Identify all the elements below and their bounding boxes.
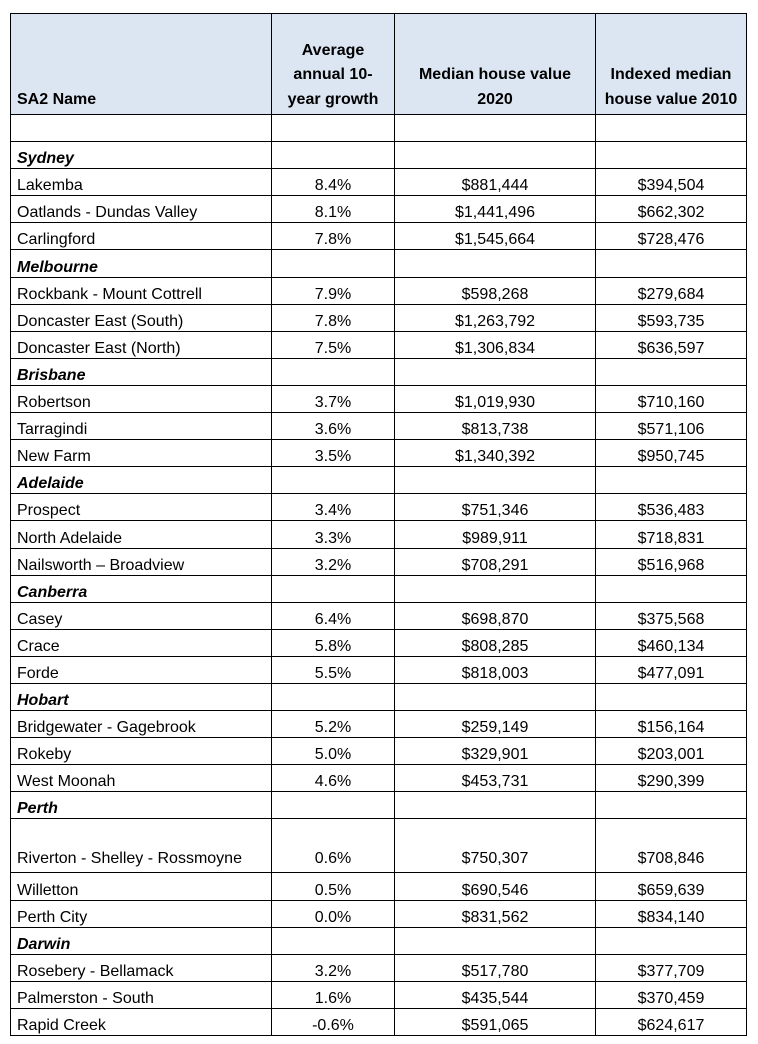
empty-cell	[395, 115, 596, 142]
indexed-2010-cell: $708,846	[596, 819, 747, 873]
growth-cell: 7.8%	[272, 223, 395, 250]
sa2-name-cell: Rapid Creek	[11, 1008, 272, 1035]
indexed-2010-cell: $370,459	[596, 981, 747, 1008]
group-row	[11, 792, 747, 819]
growth-cell: 8.4%	[272, 169, 395, 196]
empty-cell	[596, 115, 747, 142]
growth-cell: 5.5%	[272, 656, 395, 683]
group-name: Brisbane	[11, 358, 272, 385]
median-2020-cell: $751,346	[395, 494, 596, 521]
indexed-2010-cell: $728,476	[596, 223, 747, 250]
indexed-2010-cell: $950,745	[596, 440, 747, 467]
growth-cell: 3.4%	[272, 494, 395, 521]
sa2-name-cell: Carlingford	[11, 223, 272, 250]
sa2-name-cell: Tarragindi	[11, 413, 272, 440]
group-row	[11, 927, 747, 954]
median-2020-cell: $329,901	[395, 738, 596, 765]
indexed-2010-cell: $377,709	[596, 954, 747, 981]
sa2-name-cell: Rosebery - Bellamack	[11, 954, 272, 981]
sa2-name-cell: Lakemba	[11, 169, 272, 196]
table-row	[11, 494, 747, 521]
median-2020-cell: $598,268	[395, 277, 596, 304]
sa2-name-cell: Prospect	[11, 494, 272, 521]
indexed-2010-cell: $375,568	[596, 602, 747, 629]
indexed-2010-cell: $516,968	[596, 548, 747, 575]
sa2-name-cell: Casey	[11, 602, 272, 629]
median-2020-cell: $591,065	[395, 1008, 596, 1035]
group-name: Darwin	[11, 927, 272, 954]
median-2020-cell: $708,291	[395, 548, 596, 575]
growth-cell: -0.6%	[272, 1008, 395, 1035]
growth-cell: 6.4%	[272, 602, 395, 629]
header-row	[11, 14, 747, 115]
group-row	[11, 575, 747, 602]
indexed-2010-cell: $571,106	[596, 413, 747, 440]
table-row	[11, 981, 747, 1008]
group-name: Perth	[11, 792, 272, 819]
indexed-2010-cell: $718,831	[596, 521, 747, 548]
indexed-2010-cell: $477,091	[596, 656, 747, 683]
sa2-name-cell: Palmerston - South	[11, 981, 272, 1008]
empty-cell	[596, 142, 747, 169]
header-sa2-name: SA2 Name	[11, 14, 272, 115]
table-row	[11, 521, 747, 548]
empty-cell	[272, 467, 395, 494]
indexed-2010-cell: $394,504	[596, 169, 747, 196]
empty-cell	[395, 683, 596, 710]
median-2020-cell: $698,870	[395, 602, 596, 629]
table-row	[11, 819, 747, 873]
median-2020-cell: $1,306,834	[395, 331, 596, 358]
indexed-2010-cell: $203,001	[596, 738, 747, 765]
growth-cell: 3.2%	[272, 954, 395, 981]
median-2020-cell: $259,149	[395, 711, 596, 738]
table-row	[11, 656, 747, 683]
indexed-2010-cell: $156,164	[596, 711, 747, 738]
empty-cell	[395, 358, 596, 385]
median-2020-cell: $435,544	[395, 981, 596, 1008]
sa2-name-cell: Nailsworth – Broadview	[11, 548, 272, 575]
table-row	[11, 711, 747, 738]
sa2-name-cell: Robertson	[11, 385, 272, 412]
indexed-2010-cell: $662,302	[596, 196, 747, 223]
group-row	[11, 250, 747, 277]
sa2-name-cell: Perth City	[11, 900, 272, 927]
table-row	[11, 331, 747, 358]
growth-cell: 3.7%	[272, 385, 395, 412]
empty-cell	[272, 142, 395, 169]
empty-cell	[596, 467, 747, 494]
house-value-table	[10, 13, 747, 1036]
sa2-name-cell: Oatlands - Dundas Valley	[11, 196, 272, 223]
empty-cell	[272, 358, 395, 385]
sa2-name-cell: West Moonah	[11, 765, 272, 792]
table-row	[11, 954, 747, 981]
empty-cell	[272, 250, 395, 277]
indexed-2010-cell: $834,140	[596, 900, 747, 927]
growth-cell: 0.0%	[272, 900, 395, 927]
header-indexed-2010: Indexed median house value 2010	[596, 14, 747, 115]
median-2020-cell: $750,307	[395, 819, 596, 873]
growth-cell: 7.8%	[272, 304, 395, 331]
empty-row	[11, 115, 747, 142]
sa2-name-cell: Willetton	[11, 873, 272, 900]
median-2020-cell: $989,911	[395, 521, 596, 548]
table-row	[11, 169, 747, 196]
table-header	[11, 14, 747, 115]
header-growth: Average annual 10-year growth	[272, 14, 395, 115]
table-row	[11, 1008, 747, 1035]
group-name: Hobart	[11, 683, 272, 710]
indexed-2010-cell: $279,684	[596, 277, 747, 304]
group-name: Melbourne	[11, 250, 272, 277]
empty-cell	[596, 250, 747, 277]
sa2-name-cell: New Farm	[11, 440, 272, 467]
median-2020-cell: $690,546	[395, 873, 596, 900]
table-row	[11, 765, 747, 792]
indexed-2010-cell: $659,639	[596, 873, 747, 900]
growth-cell: 5.0%	[272, 738, 395, 765]
empty-cell	[395, 927, 596, 954]
sa2-name-cell: North Adelaide	[11, 521, 272, 548]
growth-cell: 8.1%	[272, 196, 395, 223]
empty-cell	[395, 467, 596, 494]
median-2020-cell: $1,263,792	[395, 304, 596, 331]
sa2-name-cell: Rokeby	[11, 738, 272, 765]
median-2020-cell: $1,340,392	[395, 440, 596, 467]
indexed-2010-cell: $536,483	[596, 494, 747, 521]
group-row	[11, 358, 747, 385]
empty-cell	[272, 792, 395, 819]
median-2020-cell: $1,545,664	[395, 223, 596, 250]
empty-cell	[596, 683, 747, 710]
indexed-2010-cell: $636,597	[596, 331, 747, 358]
table-row	[11, 440, 747, 467]
median-2020-cell: $881,444	[395, 169, 596, 196]
growth-cell: 3.6%	[272, 413, 395, 440]
empty-cell	[395, 142, 596, 169]
empty-cell	[395, 575, 596, 602]
indexed-2010-cell: $460,134	[596, 629, 747, 656]
table-row	[11, 548, 747, 575]
header-median-2020: Median house value 2020	[395, 14, 596, 115]
table-row	[11, 413, 747, 440]
indexed-2010-cell: $593,735	[596, 304, 747, 331]
sa2-name-cell: Bridgewater - Gagebrook	[11, 711, 272, 738]
sa2-name-cell: Doncaster East (North)	[11, 331, 272, 358]
median-2020-cell: $808,285	[395, 629, 596, 656]
median-2020-cell: $517,780	[395, 954, 596, 981]
indexed-2010-cell: $290,399	[596, 765, 747, 792]
table-row	[11, 223, 747, 250]
table-row	[11, 385, 747, 412]
table-row	[11, 738, 747, 765]
sa2-name-cell: Doncaster East (South)	[11, 304, 272, 331]
growth-cell: 1.6%	[272, 981, 395, 1008]
empty-cell	[272, 115, 395, 142]
empty-cell	[596, 575, 747, 602]
growth-cell: 4.6%	[272, 765, 395, 792]
table-body	[11, 115, 747, 1036]
group-name: Adelaide	[11, 467, 272, 494]
table-row	[11, 629, 747, 656]
growth-cell: 7.5%	[272, 331, 395, 358]
table-row	[11, 304, 747, 331]
growth-cell: 7.9%	[272, 277, 395, 304]
median-2020-cell: $813,738	[395, 413, 596, 440]
sa2-name-cell: Crace	[11, 629, 272, 656]
growth-cell: 0.6%	[272, 819, 395, 873]
sa2-name-cell: Riverton - Shelley - Rossmoyne	[11, 819, 272, 873]
table-row	[11, 602, 747, 629]
group-name: Canberra	[11, 575, 272, 602]
median-2020-cell: $1,019,930	[395, 385, 596, 412]
empty-cell	[272, 683, 395, 710]
growth-cell: 0.5%	[272, 873, 395, 900]
group-row	[11, 683, 747, 710]
table-row	[11, 196, 747, 223]
median-2020-cell: $453,731	[395, 765, 596, 792]
table-row	[11, 873, 747, 900]
median-2020-cell: $818,003	[395, 656, 596, 683]
empty-cell	[11, 115, 272, 142]
sa2-name-cell: Rockbank - Mount Cottrell	[11, 277, 272, 304]
group-row	[11, 142, 747, 169]
sa2-name-cell: Forde	[11, 656, 272, 683]
growth-cell: 3.3%	[272, 521, 395, 548]
group-name: Sydney	[11, 142, 272, 169]
growth-cell: 3.5%	[272, 440, 395, 467]
empty-cell	[272, 575, 395, 602]
empty-cell	[395, 250, 596, 277]
table-row	[11, 900, 747, 927]
empty-cell	[596, 358, 747, 385]
median-2020-cell: $1,441,496	[395, 196, 596, 223]
indexed-2010-cell: $710,160	[596, 385, 747, 412]
growth-cell: 3.2%	[272, 548, 395, 575]
table-row	[11, 277, 747, 304]
empty-cell	[596, 792, 747, 819]
indexed-2010-cell: $624,617	[596, 1008, 747, 1035]
growth-cell: 5.8%	[272, 629, 395, 656]
empty-cell	[395, 792, 596, 819]
group-row	[11, 467, 747, 494]
empty-cell	[272, 927, 395, 954]
growth-cell: 5.2%	[272, 711, 395, 738]
empty-cell	[596, 927, 747, 954]
median-2020-cell: $831,562	[395, 900, 596, 927]
